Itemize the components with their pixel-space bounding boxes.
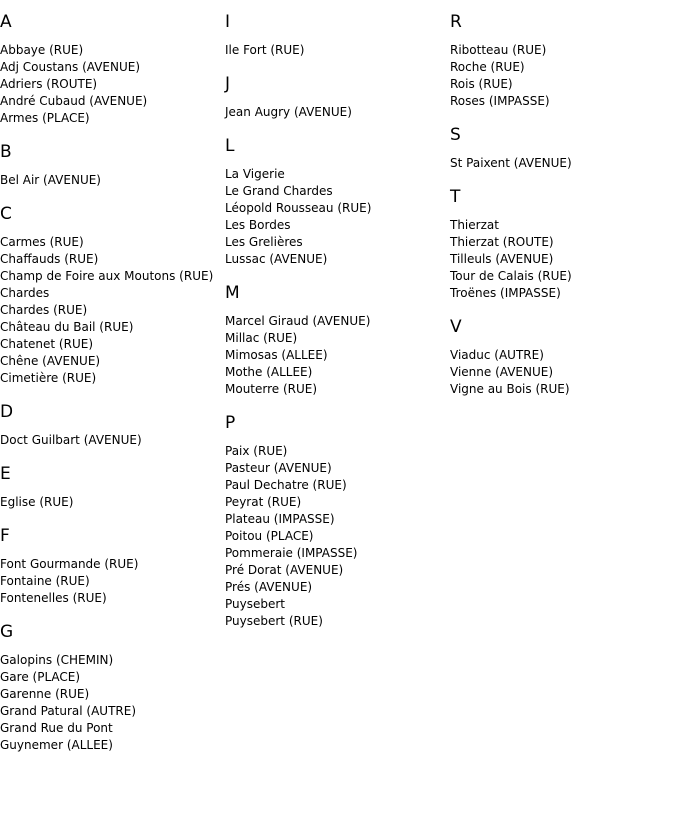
letter-group <box>0 464 225 511</box>
letter-group <box>225 74 450 121</box>
street-link[interactable]: Pasteur (AVENUE) <box>225 461 332 475</box>
street-link[interactable]: Gare (PLACE) <box>0 670 81 684</box>
letter-heading: C <box>0 204 12 224</box>
street-list <box>450 347 675 398</box>
letter-heading: M <box>225 283 240 303</box>
street-link[interactable]: Paix (RUE) <box>225 444 288 458</box>
letter-heading: B <box>0 142 12 162</box>
street-link[interactable]: Cimetière (RUE) <box>0 371 97 385</box>
street-link[interactable]: Ribotteau (RUE) <box>450 43 547 57</box>
street-link[interactable]: Mouterre (RUE) <box>225 382 318 396</box>
street-link[interactable]: Doct Guilbart (AVENUE) <box>0 433 142 447</box>
street-list <box>450 155 675 172</box>
letter-group <box>0 142 225 189</box>
letter-group <box>0 12 225 127</box>
street-list <box>0 494 225 511</box>
street-link[interactable]: Chaffauds (RUE) <box>0 252 99 266</box>
street-link[interactable]: Fontaine (RUE) <box>0 574 90 588</box>
street-link[interactable]: Les Grelières <box>225 235 303 249</box>
street-link[interactable]: Ile Fort (RUE) <box>225 43 305 57</box>
letter-group <box>225 136 450 268</box>
letter-heading: T <box>450 187 461 207</box>
street-link[interactable]: Vienne (AVENUE) <box>450 365 554 379</box>
index-column <box>225 12 450 645</box>
letter-group <box>450 317 675 398</box>
letter-group <box>225 12 450 59</box>
letter-heading: S <box>450 125 461 145</box>
letter-group <box>225 283 450 398</box>
street-link[interactable]: Paul Dechatre (RUE) <box>225 478 347 492</box>
index-column <box>450 12 675 413</box>
street-list <box>0 432 225 449</box>
letter-heading: J <box>225 74 231 94</box>
street-link[interactable]: Pré Dorat (AVENUE) <box>225 563 344 577</box>
street-list <box>0 42 225 127</box>
street-list <box>450 217 675 302</box>
letter-heading: G <box>0 622 14 642</box>
street-link[interactable]: La Vigerie <box>225 167 285 181</box>
street-link[interactable]: Chatenet (RUE) <box>0 337 93 351</box>
letter-group <box>0 526 225 607</box>
index-column <box>0 12 225 769</box>
street-link[interactable]: Les Bordes <box>225 218 291 232</box>
street-link[interactable]: Chardes (RUE) <box>0 303 88 317</box>
street-link[interactable]: Jean Augry (AVENUE) <box>225 105 352 119</box>
letter-group <box>0 204 225 387</box>
street-link[interactable]: Grand Patural (AUTRE) <box>0 704 137 718</box>
street-link[interactable]: Pommeraie (IMPASSE) <box>225 546 358 560</box>
street-list <box>0 556 225 607</box>
street-list <box>450 42 675 110</box>
street-link[interactable]: Peyrat (RUE) <box>225 495 302 509</box>
street-list <box>225 443 450 630</box>
street-link[interactable]: Puysebert <box>225 597 286 611</box>
street-list <box>225 313 450 398</box>
letter-heading: P <box>225 413 236 433</box>
street-link[interactable]: Adriers (ROUTE) <box>0 77 98 91</box>
street-link[interactable]: André Cubaud (AVENUE) <box>0 94 148 108</box>
letter-heading: E <box>0 464 11 484</box>
letter-heading: D <box>0 402 14 422</box>
street-list <box>0 652 225 754</box>
letter-heading: F <box>0 526 10 546</box>
letter-group <box>450 187 675 302</box>
street-link[interactable]: Galopins (CHEMIN) <box>0 653 114 667</box>
letter-heading: V <box>450 317 462 337</box>
letter-heading: I <box>225 12 231 32</box>
street-link[interactable]: Mimosas (ALLEE) <box>225 348 328 362</box>
street-link[interactable]: Plateau (IMPASSE) <box>225 512 335 526</box>
street-link[interactable]: Chêne (AVENUE) <box>0 354 101 368</box>
street-list <box>225 42 450 59</box>
street-link[interactable]: Bel Air (AVENUE) <box>0 173 101 187</box>
street-link[interactable]: Mothe (ALLEE) <box>225 365 313 379</box>
street-link[interactable]: Chardes <box>0 286 50 300</box>
street-list <box>225 104 450 121</box>
street-link[interactable]: Rois (RUE) <box>450 77 513 91</box>
street-link[interactable]: Champ de Foire aux Moutons (RUE) <box>0 269 214 283</box>
letter-group <box>0 402 225 449</box>
street-link[interactable]: Roses (IMPASSE) <box>450 94 550 108</box>
letter-group <box>450 12 675 110</box>
street-link[interactable]: Puysebert (RUE) <box>225 614 323 628</box>
street-link[interactable]: Le Grand Chardes <box>225 184 333 198</box>
letter-group <box>0 622 225 754</box>
street-link[interactable]: Léopold Rousseau (RUE) <box>225 201 372 215</box>
street-link[interactable]: Font Gourmande (RUE) <box>0 557 139 571</box>
street-link[interactable]: Viaduc (AUTRE) <box>450 348 544 362</box>
street-list <box>0 234 225 387</box>
street-link[interactable]: Fontenelles (RUE) <box>0 591 107 605</box>
street-link[interactable]: Carmes (RUE) <box>0 235 84 249</box>
street-link[interactable]: Millac (RUE) <box>225 331 298 345</box>
street-link[interactable]: Roche (RUE) <box>450 60 525 74</box>
street-link[interactable]: Armes (PLACE) <box>0 111 90 125</box>
street-list <box>0 172 225 189</box>
street-link[interactable]: Guynemer (ALLEE) <box>0 738 113 752</box>
letter-heading: A <box>0 12 12 32</box>
street-link[interactable]: Abbaye (RUE) <box>0 43 84 57</box>
street-link[interactable]: Tilleuls (AVENUE) <box>450 252 554 266</box>
street-link[interactable]: Vigne au Bois (RUE) <box>450 382 570 396</box>
street-link[interactable]: Tour de Calais (RUE) <box>450 269 572 283</box>
letter-group <box>225 413 450 630</box>
street-link[interactable]: St Paixent (AVENUE) <box>450 156 572 170</box>
street-link[interactable]: Lussac (AVENUE) <box>225 252 328 266</box>
letter-heading: L <box>225 136 235 156</box>
street-link[interactable]: Poitou (PLACE) <box>225 529 314 543</box>
street-link[interactable]: Thierzat (ROUTE) <box>450 235 554 249</box>
street-link[interactable]: Grand Rue du Pont <box>0 721 113 735</box>
street-link[interactable]: Château du Bail (RUE) <box>0 320 134 334</box>
street-link[interactable]: Troënes (IMPASSE) <box>450 286 561 300</box>
street-link[interactable]: Thierzat <box>450 218 499 232</box>
letter-group <box>450 125 675 172</box>
street-link[interactable]: Garenne (RUE) <box>0 687 90 701</box>
letter-heading: R <box>450 12 462 32</box>
street-link[interactable]: Adj Coustans (AVENUE) <box>0 60 141 74</box>
street-list <box>225 166 450 268</box>
street-link[interactable]: Prés (AVENUE) <box>225 580 313 594</box>
street-link[interactable]: Eglise (RUE) <box>0 495 74 509</box>
street-link[interactable]: Marcel Giraud (AVENUE) <box>225 314 371 328</box>
